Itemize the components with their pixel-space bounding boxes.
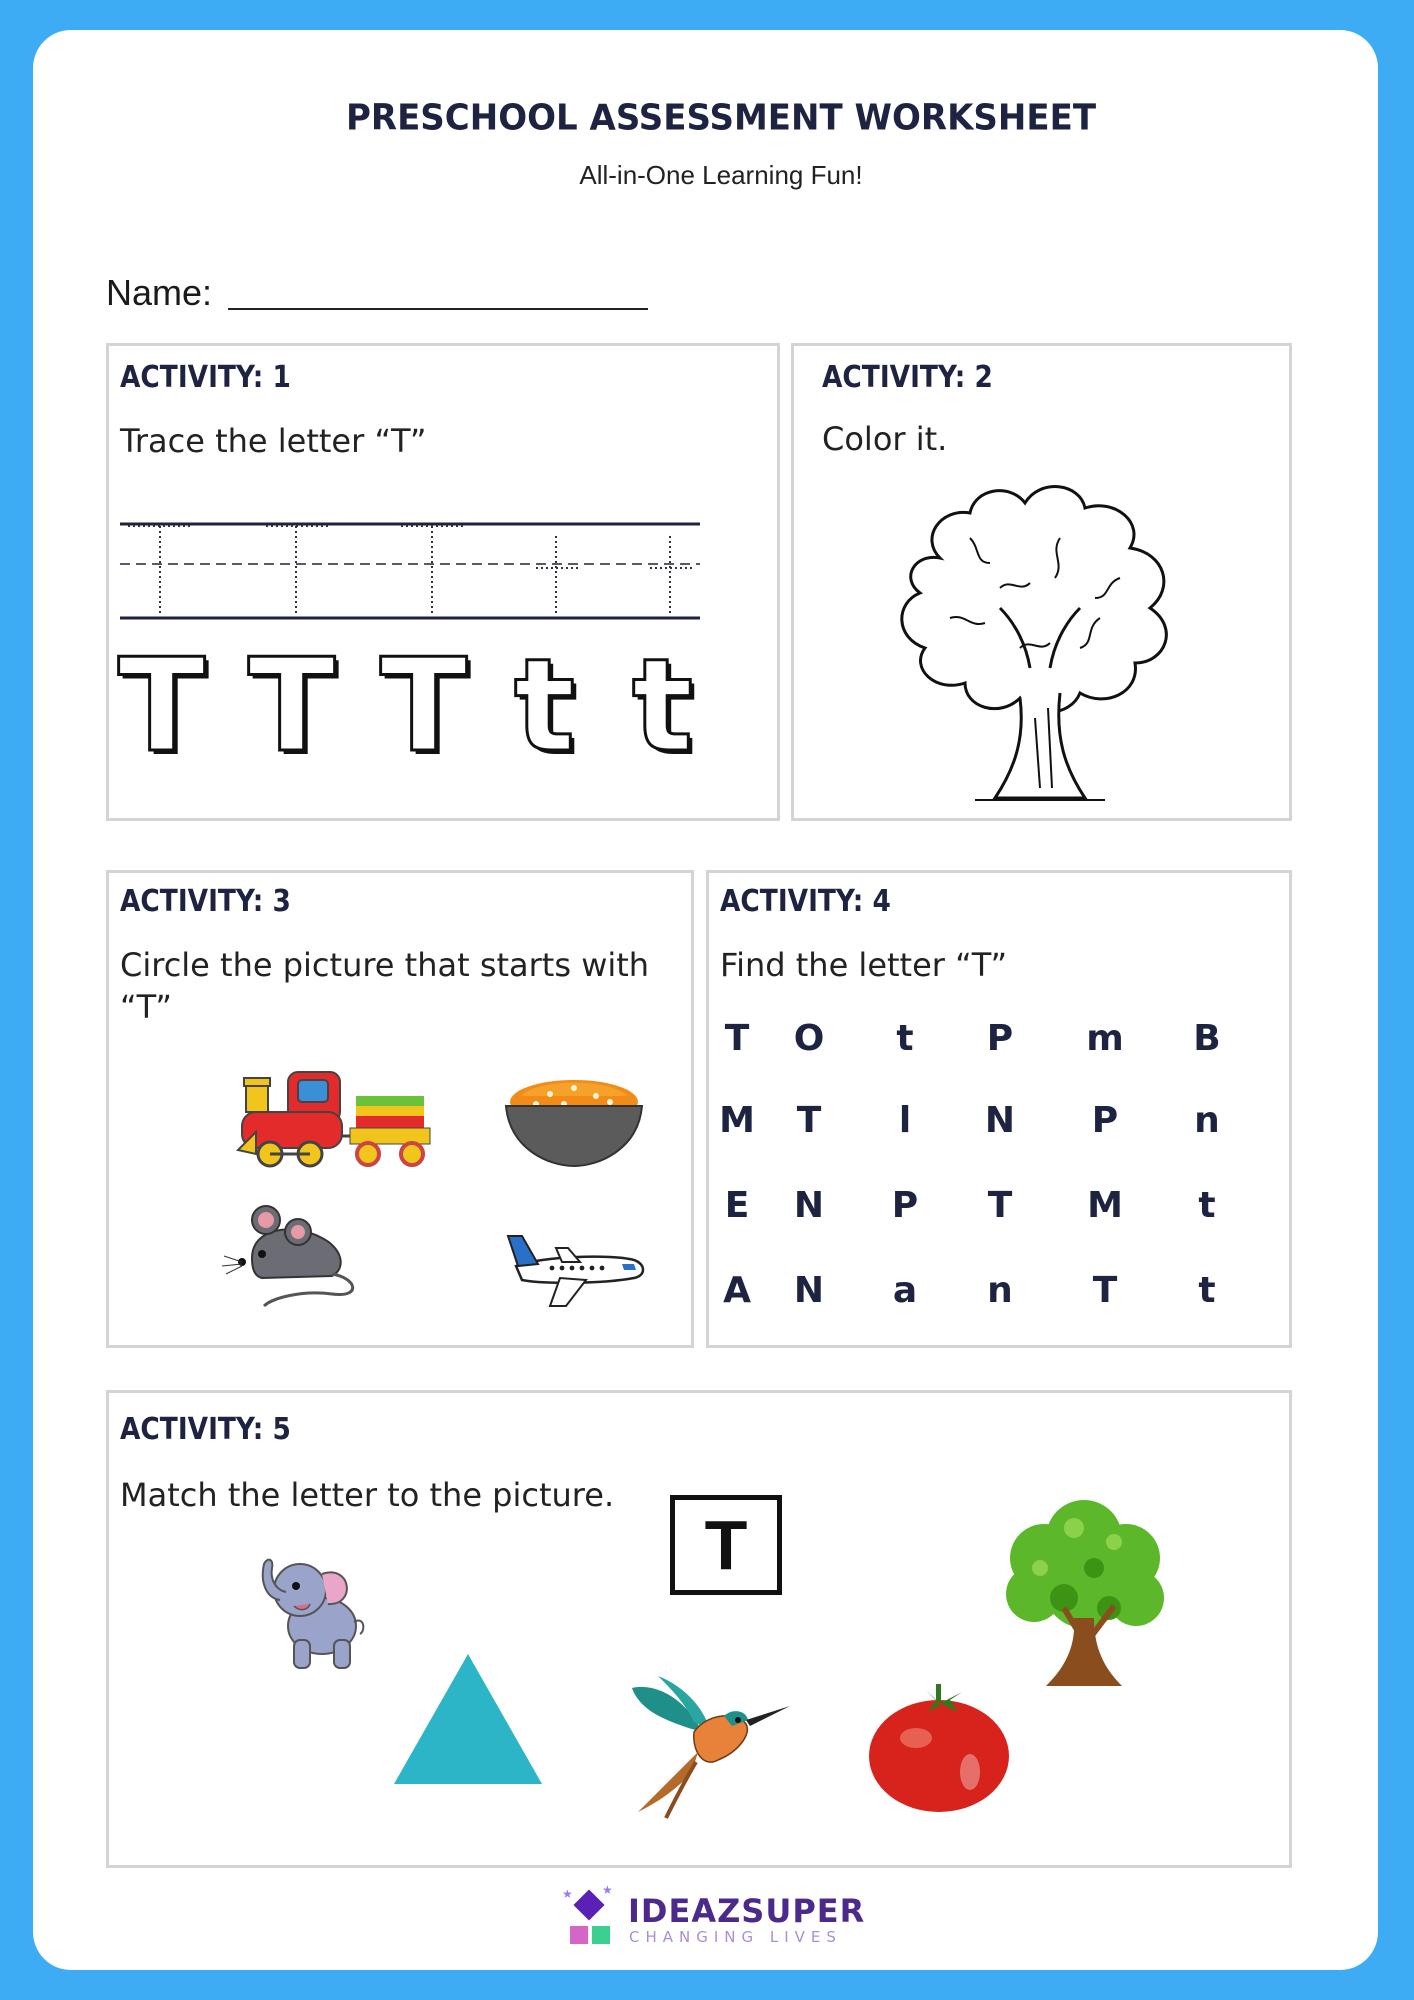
tree-icon[interactable] [994,1498,1174,1690]
elephant-icon[interactable] [256,1550,366,1672]
activity-5-instruction: Match the letter to the picture. [120,1476,615,1514]
name-label: Name: [106,272,213,313]
grid-letter[interactable]: n [1194,1100,1220,1141]
outline-letter: t [514,632,576,781]
grid-letter[interactable]: T [796,1100,822,1141]
grid-letter[interactable]: P [891,1185,919,1226]
activity-1-title: ACTIVITY: 1 [120,360,291,395]
grid-letter[interactable]: M [719,1100,755,1141]
activity-2-instruction: Color it. [822,420,948,458]
outline-letter: T [380,632,468,781]
outline-letter: T [248,632,336,781]
brand-logo-icon [558,1882,624,1948]
tracing-lines[interactable] [118,512,704,628]
activity-5-title: ACTIVITY: 5 [120,1412,291,1447]
svg-text:★: ★ [562,1887,573,1901]
activity-4-title: ACTIVITY: 4 [720,884,891,919]
grid-letter[interactable]: E [724,1185,750,1226]
grid-letter[interactable]: T [987,1185,1013,1226]
grid-letter[interactable]: t [1198,1270,1216,1311]
outline-letter: T [118,632,206,781]
mouse-icon[interactable] [222,1198,364,1308]
triangle-icon[interactable] [392,1652,544,1786]
grid-letter[interactable]: t [1198,1185,1216,1226]
activity-1-instruction: Trace the letter “T” [120,422,427,460]
bird-icon[interactable] [628,1672,792,1820]
tree-outline-icon[interactable] [880,468,1200,808]
grid-letter[interactable]: T [724,1018,750,1059]
page-subtitle: All-in-One Learning Fun! [579,160,863,190]
train-icon[interactable] [236,1066,442,1172]
activity-4-instruction: Find the letter “T” [720,946,1008,984]
grid-letter[interactable]: N [793,1270,825,1311]
name-input-line[interactable] [228,308,648,310]
grid-letter[interactable]: M [1087,1185,1123,1226]
activity-3-title: ACTIVITY: 3 [120,884,291,919]
outline-letter: t [632,632,694,781]
grid-letter[interactable]: O [793,1018,825,1059]
grid-letter[interactable]: P [986,1018,1014,1059]
grid-letter[interactable]: N [793,1185,825,1226]
grid-letter[interactable]: B [1193,1018,1221,1059]
airplane-icon[interactable] [502,1226,648,1316]
grid-letter[interactable]: a [892,1270,918,1311]
grid-letter[interactable]: l [898,1100,912,1141]
svg-text:★: ★ [602,1883,613,1897]
activity-2-title: ACTIVITY: 2 [822,360,993,395]
grid-letter[interactable]: n [987,1270,1013,1311]
grid-letter[interactable]: m [1086,1018,1124,1059]
trace-letter-row [118,632,708,781]
page-title: PRESCHOOL ASSESSMENT WORKSHEET [345,97,1097,139]
bowl-of-food-icon[interactable] [500,1070,648,1170]
grid-letter[interactable]: P [1091,1100,1119,1141]
grid-letter[interactable]: N [984,1100,1016,1141]
activity-3-instruction: Circle the picture that starts with “T” [120,946,650,1026]
grid-letter[interactable]: A [723,1270,751,1311]
grid-letter[interactable]: T [1092,1270,1118,1311]
tomato-icon[interactable] [866,1682,1012,1814]
match-letter-box[interactable]: T [670,1495,782,1595]
brand-tagline: CHANGING LIVES [629,1928,842,1946]
brand-name: IDEAZSUPER [628,1892,866,1930]
grid-letter[interactable]: t [896,1018,914,1059]
